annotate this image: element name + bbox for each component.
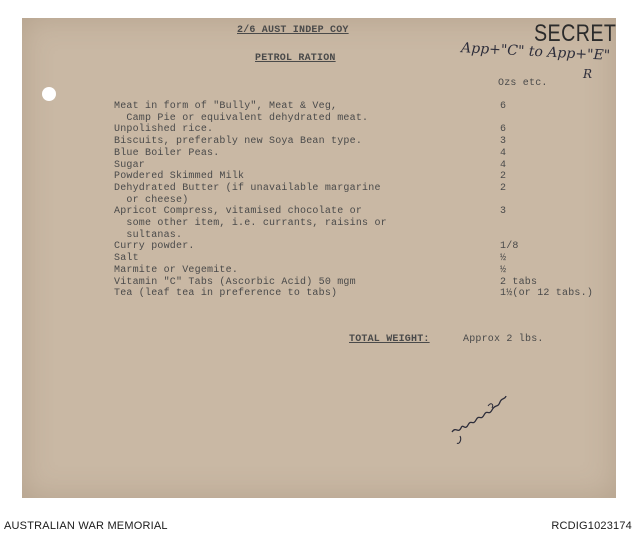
signature-mark <box>448 388 510 448</box>
ration-item-line: Sugar <box>114 159 146 171</box>
total-weight-value: Approx 2 lbs. <box>463 334 544 345</box>
ration-item-line: Dehydrated Butter (if unavailable margarine <box>114 182 381 194</box>
ration-item-line: Salt <box>114 253 139 265</box>
ration-item-line: Tea (leaf tea in preference to tabs) <box>114 288 338 300</box>
ration-item-line: Curry powder. <box>114 241 195 253</box>
ration-item-quantity: 1½(or 12 tabs.) <box>500 288 594 300</box>
ration-item-quantity: 3 <box>500 206 507 218</box>
ration-item-line: Marmite or Vegemite. <box>114 264 239 276</box>
ration-item-line: Powdered Skimmed Milk <box>114 171 245 183</box>
ration-item-quantity: 2 <box>500 171 507 183</box>
handwritten-appendix-reference: App+"C" to App+"E" <box>460 40 611 64</box>
ration-item-quantity: 1/8 <box>500 241 519 253</box>
ration-item-quantity: 4 <box>500 147 507 159</box>
ration-item-line: sultanas. <box>114 229 183 241</box>
ration-item-quantity: 2 tabs <box>500 276 538 288</box>
ration-item-line: Blue Boiler Peas. <box>114 147 220 159</box>
handwritten-mark: R <box>583 67 593 81</box>
total-weight-label: TOTAL WEIGHT: <box>349 334 430 345</box>
document-heading: 2/6 AUST INDEP COY <box>237 25 349 36</box>
document-subheading: PETROL RATION <box>255 53 336 64</box>
ration-item-quantity: ½ <box>500 253 507 265</box>
ration-item-line: Vitamin "C" Tabs (Ascorbic Acid) 50 mgm <box>114 276 356 288</box>
ration-item-quantity: 4 <box>500 159 507 171</box>
ration-item-quantity: 3 <box>500 136 507 148</box>
ration-item-line: Biscuits, preferably new Soya Bean type. <box>114 136 363 148</box>
column-header-ozs: Ozs etc. <box>498 78 548 89</box>
punch-hole <box>42 87 56 101</box>
ration-item-line: Meat in form of "Bully", Meat & Veg, <box>114 101 338 112</box>
ration-item-line: Apricot Compress, vitamised chocolate or <box>114 206 363 218</box>
ration-item-quantity: 6 <box>500 124 507 136</box>
ration-item-quantity: 2 <box>500 182 507 194</box>
ration-item-line: or cheese) <box>114 194 189 206</box>
ration-item-line: Camp Pie or equivalent dehydrated meat. <box>114 112 369 124</box>
ration-item-line: some other item, i.e. currants, raisins or <box>114 218 387 229</box>
ration-item-quantity: 6 <box>500 101 507 112</box>
footer-record-id: RCDIG1023174 <box>551 520 632 532</box>
secret-stamp: SECRET <box>534 20 617 47</box>
ration-item-quantity: ½ <box>500 264 507 276</box>
footer-archive-name: AUSTRALIAN WAR MEMORIAL <box>4 520 168 532</box>
document-sheet <box>22 18 616 498</box>
ration-item-line: Unpolished rice. <box>114 124 214 136</box>
